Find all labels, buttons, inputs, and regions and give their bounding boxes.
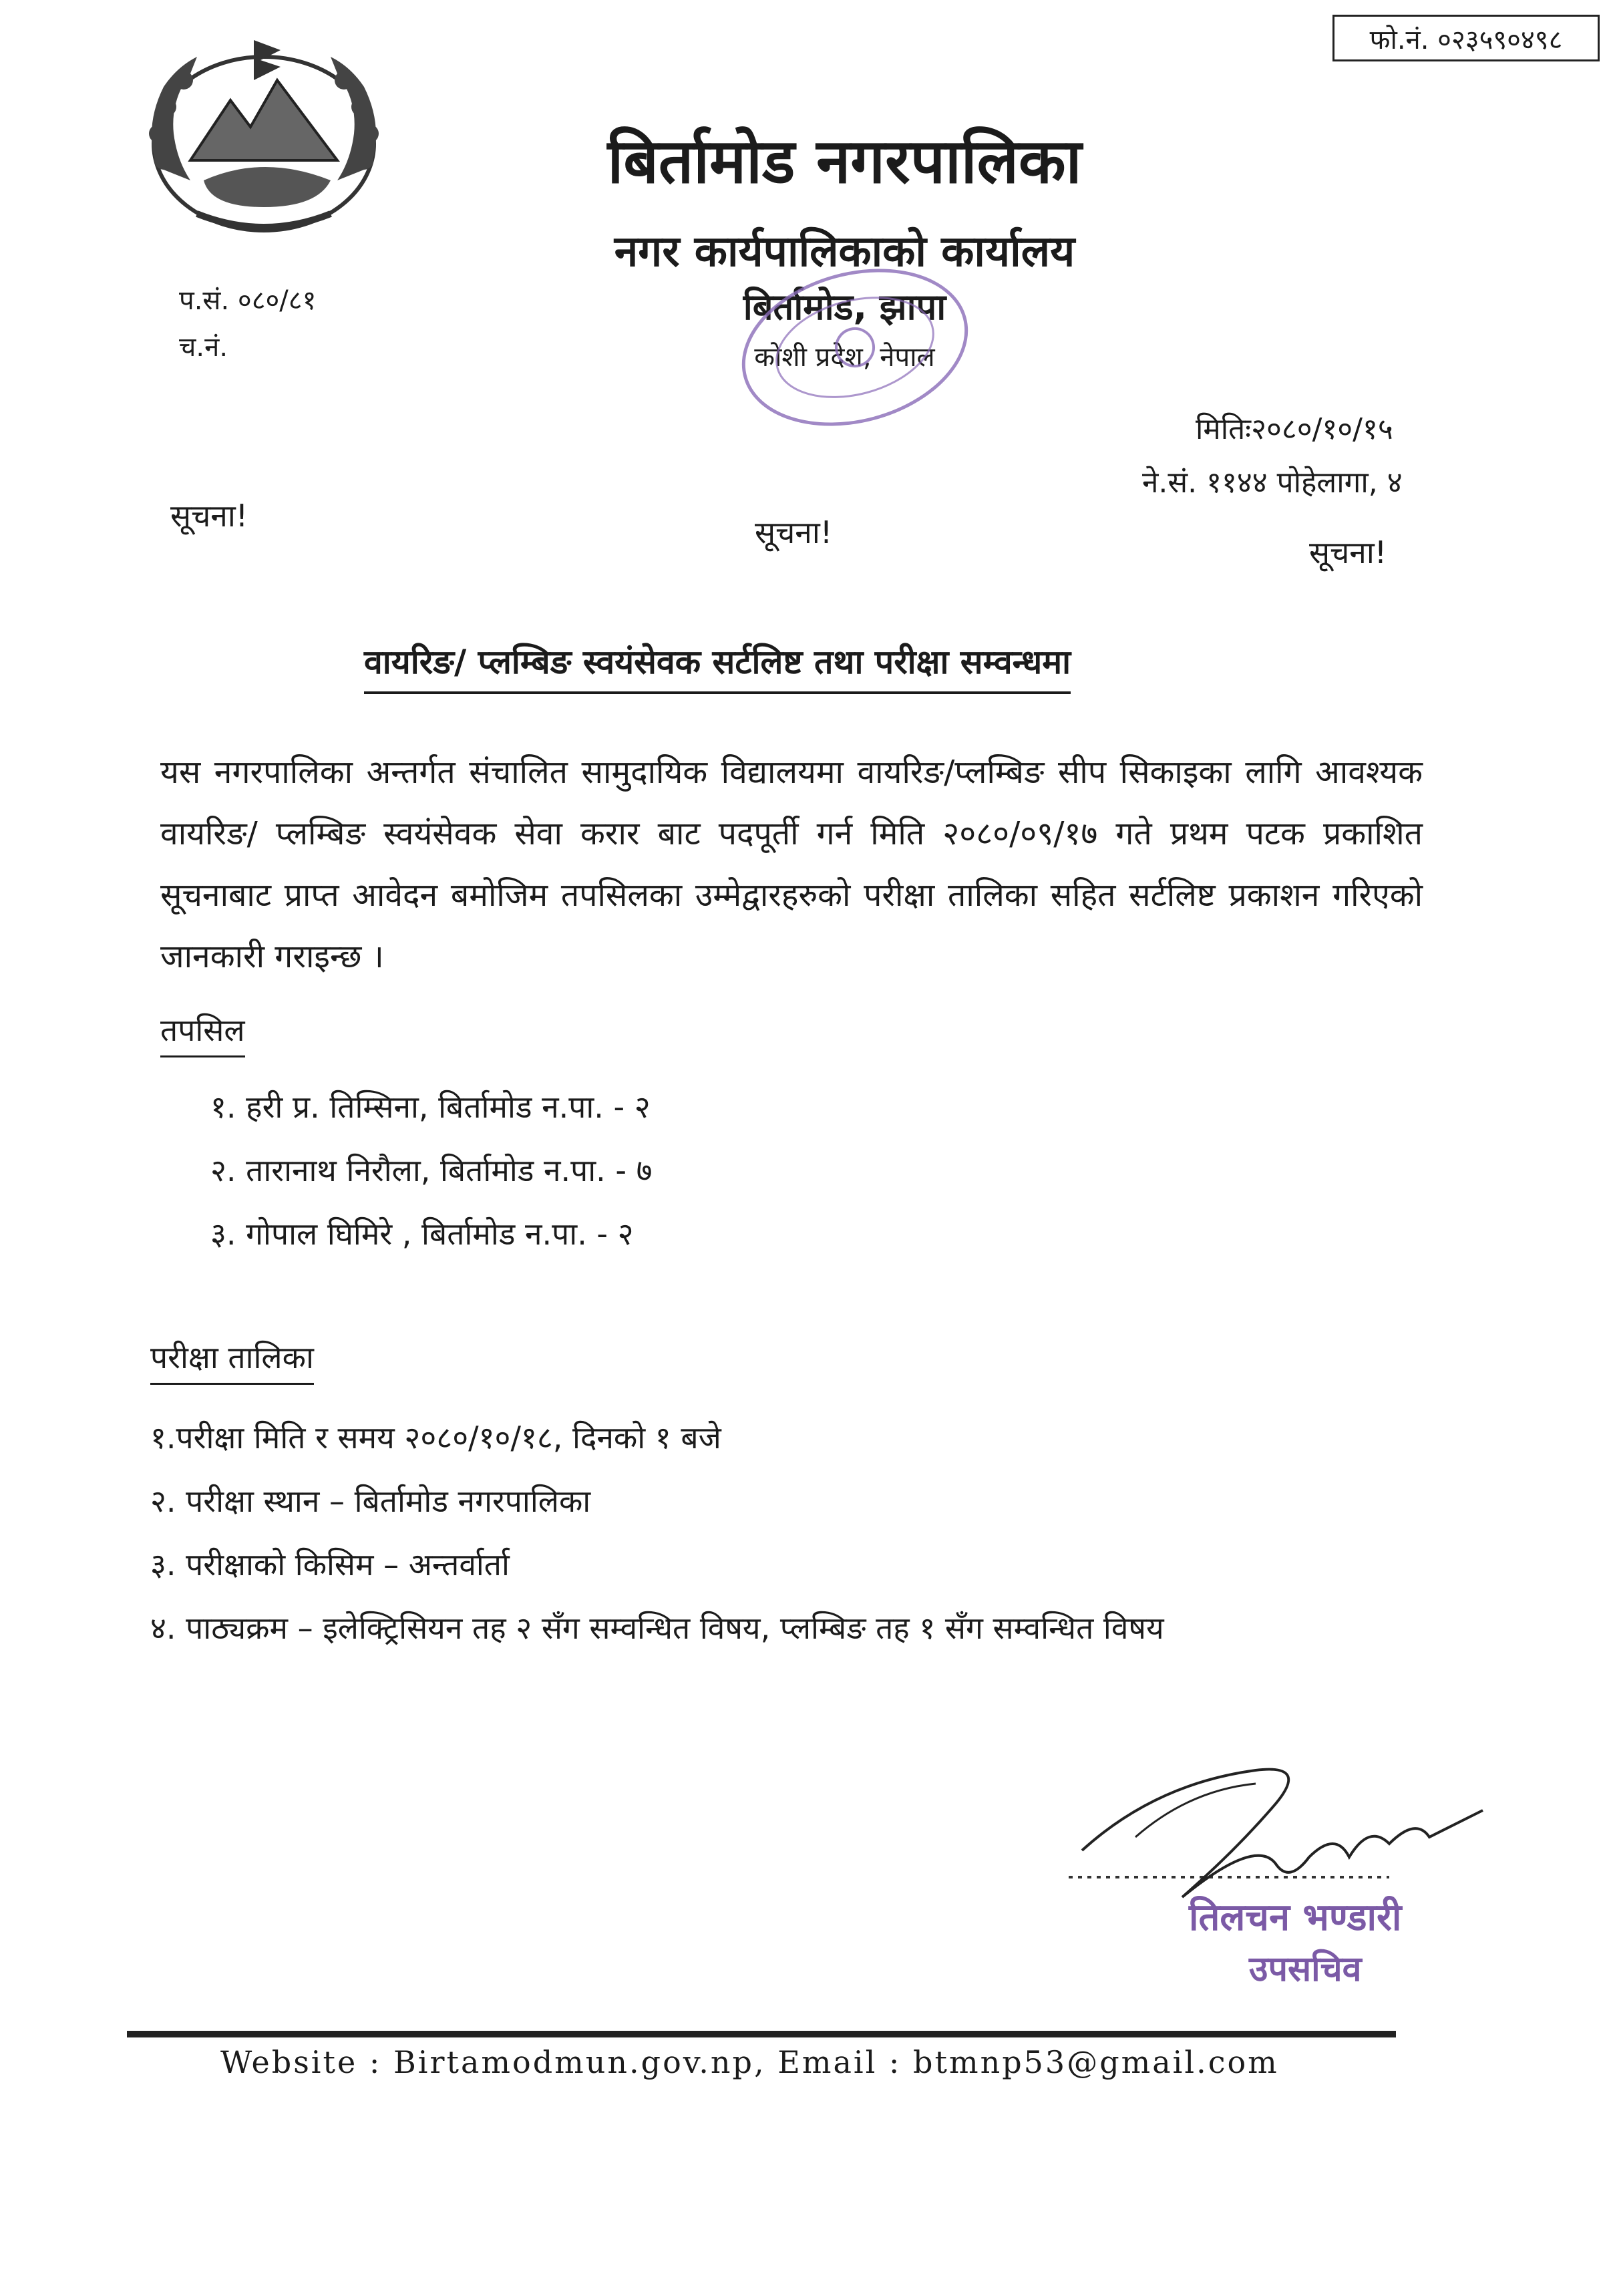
tapasil-heading: तपसिल [160, 1009, 245, 1057]
office-name: नगर कार्यपालिकाको कार्यालय [614, 227, 1075, 277]
nepal-sambat-date: ने.सं. ११४४ पोहेलागा, ४ [1142, 466, 1403, 500]
candidate-item: ३. गोपाल घिमिरे , बिर्तामोड न.पा. - २ [210, 1216, 634, 1252]
office-seal-stamp [721, 247, 989, 448]
notice-subject: वायरिङ/ प्लम्बिङ स्वयंसेवक सर्टलिष्ट तथा परीक्षा सम्वन्धमा [364, 638, 1071, 694]
notice-label-left: सूचना! [170, 498, 248, 534]
phone-number-box [1332, 15, 1600, 61]
municipality-name: बिर्तामोड नगरपालिका [607, 126, 1082, 197]
phone-number: फो.नं. ०२३५९०४९८ [1369, 24, 1563, 55]
candidate-item: १. हरी प्र. तिम्सिना, बिर्तामोड न.पा. - २ [210, 1089, 651, 1125]
office-place: बिर्तामोड, झापा [743, 286, 946, 328]
exam-item: २. परीक्षा स्थान – बिर्तामोड नगरपालिका [150, 1483, 591, 1519]
exam-item: ३. परीक्षाको किसिम – अन्तर्वार्ता [150, 1546, 510, 1583]
reference-number: प.सं. ०८०/८१ [179, 285, 317, 316]
notice-label-center: सूचना! [755, 514, 833, 550]
signatory-name: तिलचन भण्डारी [1189, 1896, 1402, 1939]
exam-schedule-heading: परीक्षा तालिका [150, 1336, 314, 1385]
footer-contact: Website : Birtamodmun.gov.np, Email : btmnp53@gmail.com [220, 2044, 1279, 2080]
exam-item: ४. पाठ्यक्रम – इलेक्ट्रिसियन तह २ सँग सम्वन्धित विषय, प्लम्बिङ तह १ सँग सम्वन्धित विषय [150, 1610, 1164, 1646]
issue-date: मितिः२०८०/१०/१५ [1196, 412, 1393, 446]
notice-body: यस नगरपालिका अन्तर्गत संचालित सामुदायिक विद्यालयमा वायरिङ/प्लम्बिङ सीप सिकाइका लागि आवश्यक वायरिङ/ प्लम्बिङ स्वयंसेवक सेवा करार बाट पदपूर्ती गर्न मिति २०८०/०९/१७ गते प्रथम पटक प्रकाशित सूचनाबाट प्राप्त आवेदन बमोजिम तपसिलका उम्मेद्वारहरुको परीक्षा तालिका सहित सर्टलिष्ट प्रकाशन गरिएको जानकारी गराइन्छ । [160, 754, 1423, 975]
notice-label-right: सूचना! [1309, 534, 1387, 570]
office-province: कोशी प्रदेश, नेपाल [754, 342, 935, 373]
signatory-title: उपसचिव [1249, 1949, 1362, 1989]
exam-item: १.परीक्षा मिति र समय २०८०/१०/१८, दिनको १ बजे [150, 1420, 721, 1456]
footer-divider [127, 2031, 1396, 2037]
dispatch-number: च.नं. [179, 332, 228, 363]
candidate-item: २. तारानाथ निरौला, बिर्तामोड न.पा. - ७ [210, 1152, 653, 1188]
